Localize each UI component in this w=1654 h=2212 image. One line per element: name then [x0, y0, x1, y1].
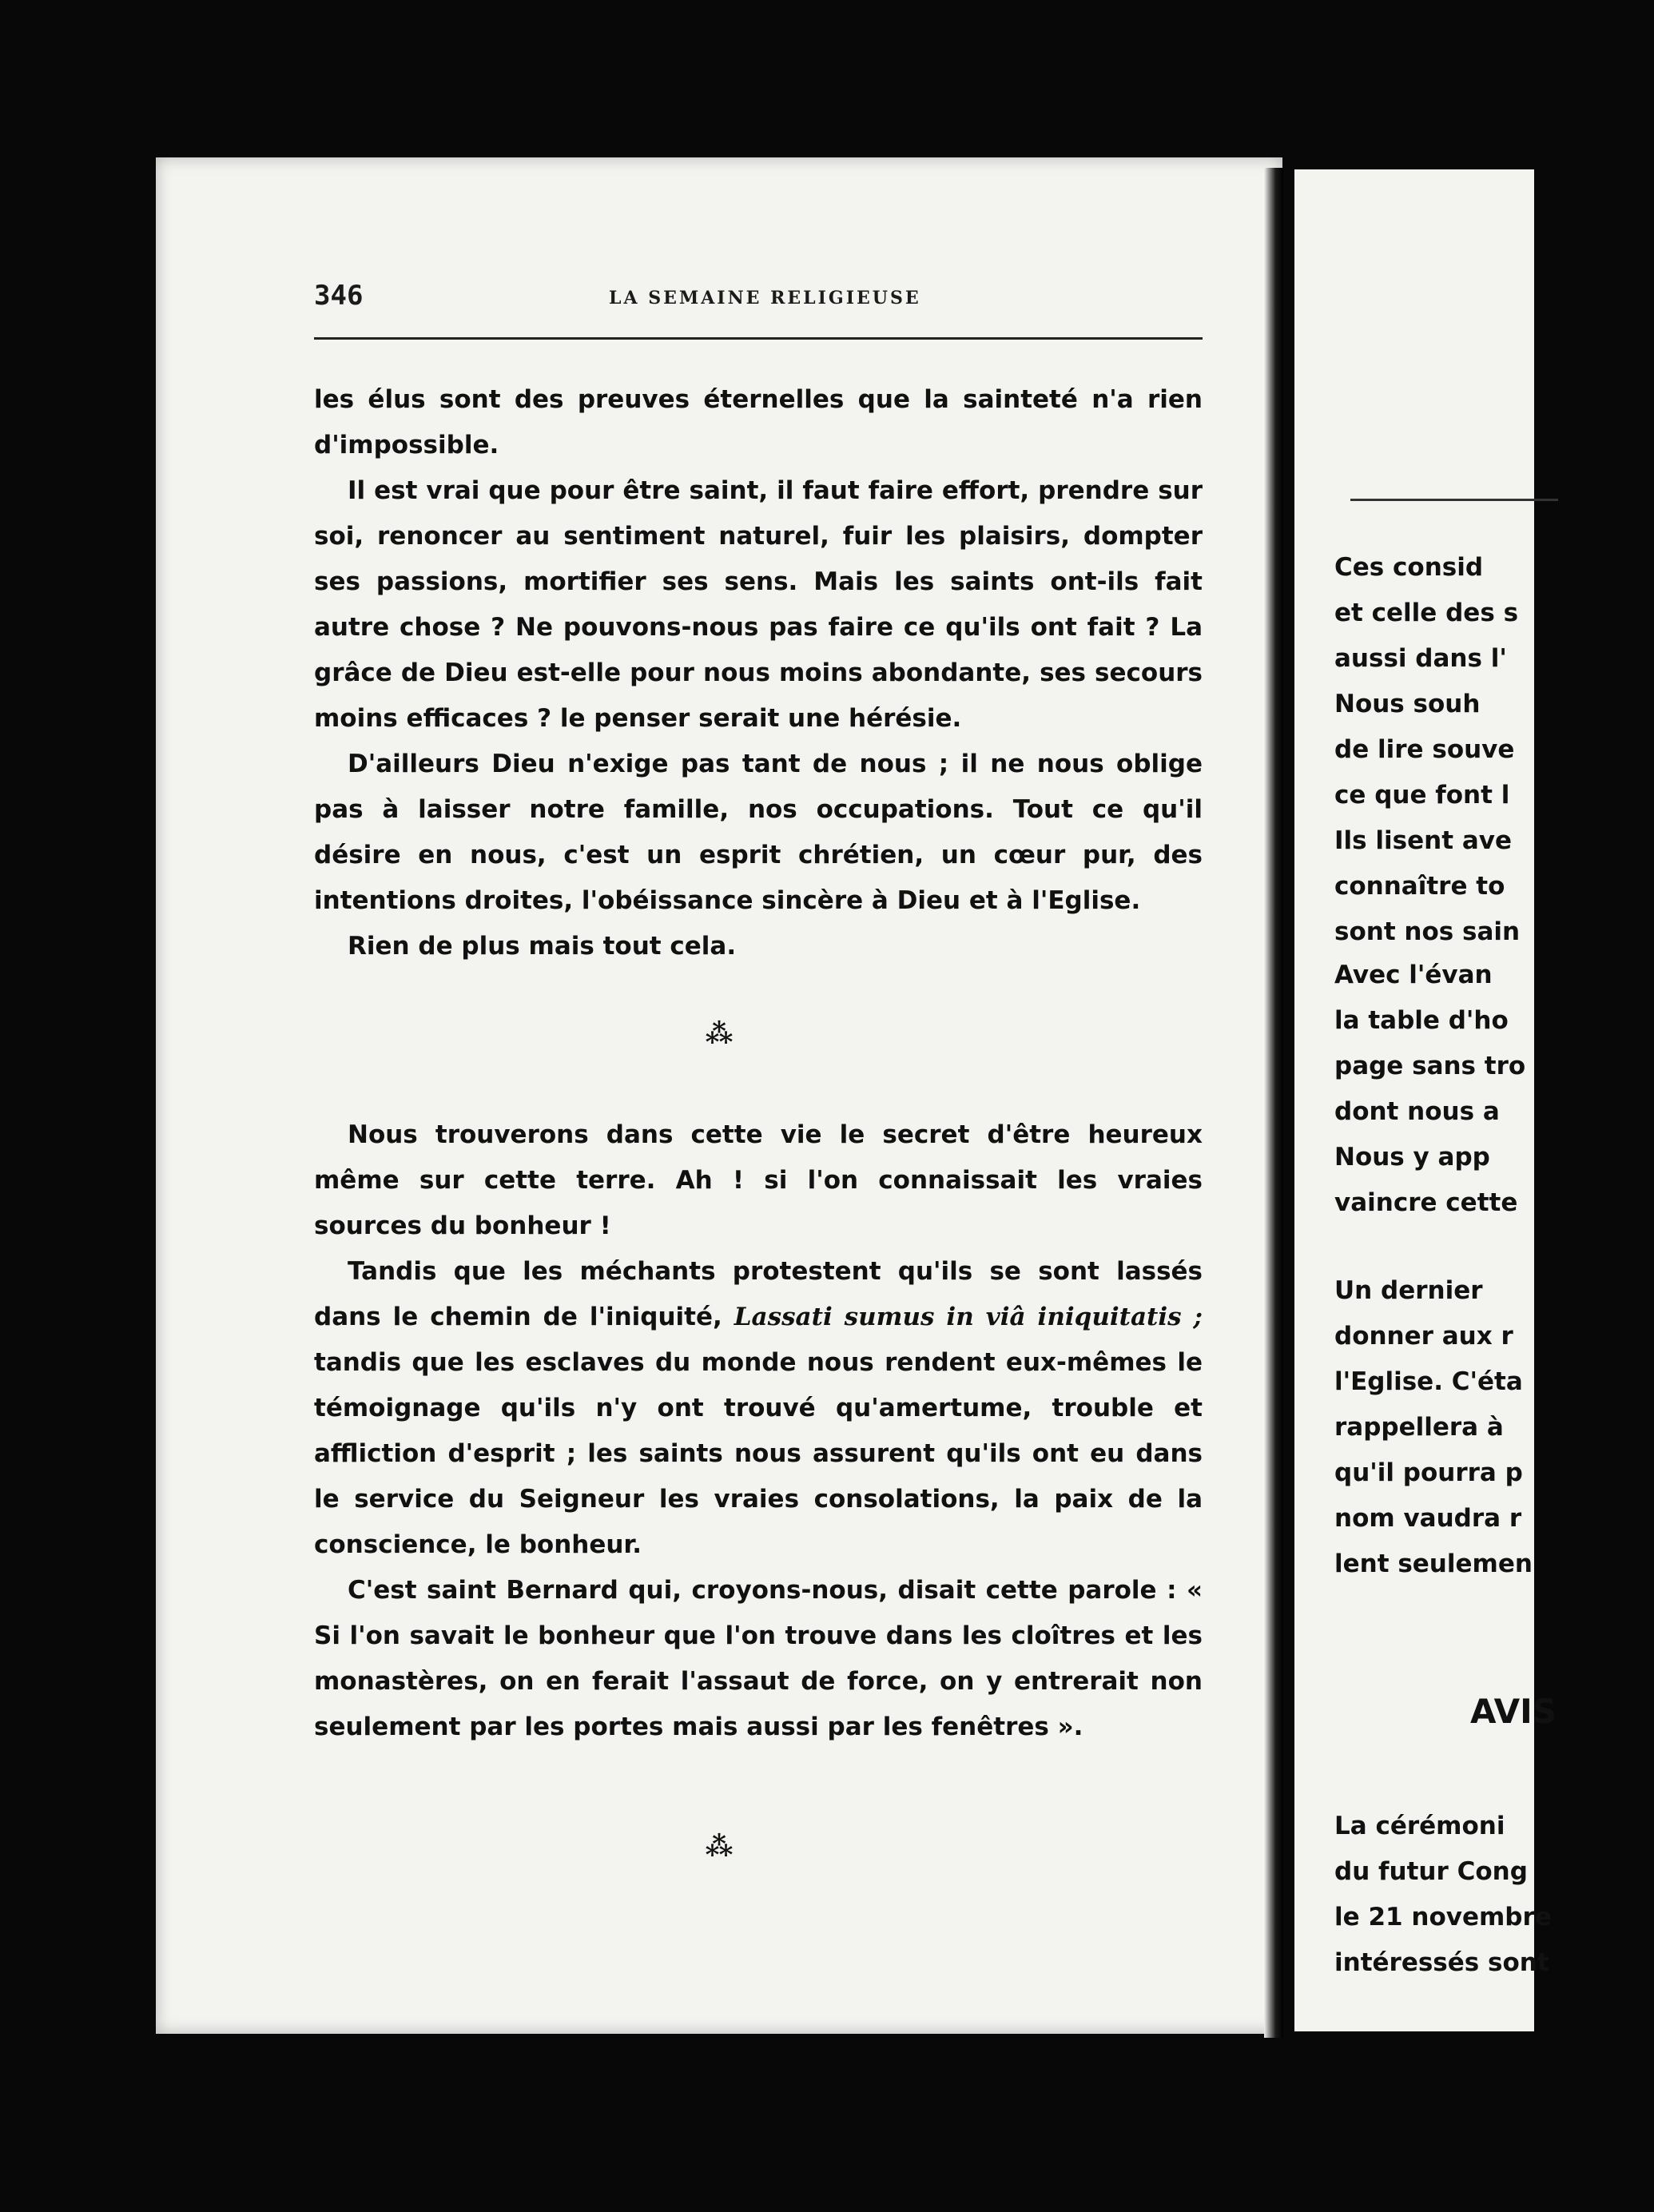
paragraph: D'ailleurs Dieu n'exige pas tant de nous ; il ne nous oblige pas à laisser notre famille, nos occupations. Tout ce qu'il désire en nous, c'est un esprit chrétien, un cœur pur, des intentions droites, l'obéissance sincère à Dieu et à l'Eglise.	[314, 750, 1203, 915]
right-line: qu'il pourra p	[1334, 1458, 1523, 1487]
left-page-content	[156, 0, 1282, 2212]
right-line: de lire souve	[1334, 735, 1515, 764]
right-line: Avec l'évan	[1334, 961, 1493, 989]
paragraph: Il est vrai que pour être saint, il faut faire effort, prendre sur soi, renoncer au sentiment naturel, fuir les plaisirs, dompter ses passions, mortifier ses sens. Mais les saints ont-ils fait autre chose ? Ne pouvons-nous pas faire ce qu'ils ont fait ? La grâce de Dieu est-elle pour nous moins abondante, ses secours moins efficaces ? le penser serait une hérésie.	[314, 476, 1203, 733]
right-page	[1294, 169, 1557, 2031]
paragraph: C'est saint Bernard qui, croyons-nous, disait cette parole : « Si l'on savait le bonheur que l'on trouve dans les cloîtres et les monastères, on en ferait l'assaut de force, on y entrerait non seulement par les portes mais aussi par les fenêtres ».	[314, 1576, 1203, 1741]
right-column-block-b	[1334, 953, 1654, 1226]
right-line: ce que font l	[1334, 781, 1510, 810]
right-column-block-d	[1334, 1804, 1654, 1986]
right-line: la table d'ho	[1334, 1006, 1509, 1035]
paragraph	[314, 1249, 1203, 1568]
right-line: aussi dans l'	[1334, 644, 1507, 673]
right-line: dont nous a	[1334, 1097, 1500, 1126]
right-line: donner aux r	[1334, 1322, 1513, 1351]
right-line: page sans tro	[1334, 1052, 1526, 1080]
right-line: Ces consid	[1334, 553, 1484, 582]
right-line: et celle des s	[1334, 599, 1519, 627]
right-line: connaître to	[1334, 872, 1505, 901]
right-line: vaincre cette	[1334, 1188, 1518, 1217]
right-line: du futur Cong	[1334, 1857, 1528, 1886]
right-line: l'Eglise. C'éta	[1334, 1367, 1523, 1396]
right-column-block-a	[1334, 545, 1654, 955]
right-line: intéressés sont	[1334, 1948, 1549, 1977]
right-column-block-c	[1334, 1268, 1654, 1587]
paragraph: Rien de plus mais tout cela.	[348, 932, 737, 961]
right-line: Un dernier	[1334, 1276, 1483, 1305]
right-header-rule	[1350, 499, 1558, 501]
right-line: Nous souh	[1334, 690, 1481, 718]
right-line: lent seulemen	[1334, 1550, 1533, 1578]
paragraph: les élus sont des preuves éternelles que la sainteté n'a rien d'impossible.	[314, 385, 1203, 460]
running-head	[156, 280, 1282, 320]
running-title: LA SEMAINE RELIGIEUSE	[609, 288, 921, 308]
page-number: 346	[314, 280, 364, 312]
asterism-divider: ⁂	[705, 1018, 734, 1050]
paragraph-text: tandis que les esclaves du monde nous rendent eux-mêmes le témoignage qu'ils n'y ont trouvé qu'amertume, trouble et affliction d'esprit ; les saints nous assurent qu'ils ont eu dans le service du Seigneur les vraies consolations, la paix de la conscience, le bonheur.	[314, 1348, 1203, 1559]
text-block-2	[314, 1112, 1203, 1750]
right-line: Ils lisent ave	[1334, 826, 1512, 855]
paragraph-text: Tandis que les méchants protestent qu'ils se sont lassés dans le chemin de l'iniquité,	[314, 1257, 1203, 1331]
right-line: sont nos sain	[1334, 917, 1521, 946]
text-block-1	[314, 377, 1203, 969]
right-section-heading: AVIS	[1470, 1692, 1557, 1731]
right-line: rappellera à	[1334, 1413, 1504, 1442]
right-line: le 21 novembre	[1334, 1903, 1552, 1932]
right-line: Nous y app	[1334, 1143, 1490, 1172]
header-rule	[314, 337, 1203, 340]
latin-quote: Lassati sumus in viâ iniquitatis ;	[734, 1303, 1203, 1331]
right-line: La cérémoni	[1334, 1812, 1505, 1840]
asterism-divider: ⁂	[705, 1831, 734, 1863]
paragraph: Nous trouverons dans cette vie le secret d'être heureux même sur cette terre. Ah ! si l'on connaissait les vraies sources du bonheur !	[314, 1120, 1203, 1240]
right-line: nom vaudra r	[1334, 1504, 1522, 1533]
